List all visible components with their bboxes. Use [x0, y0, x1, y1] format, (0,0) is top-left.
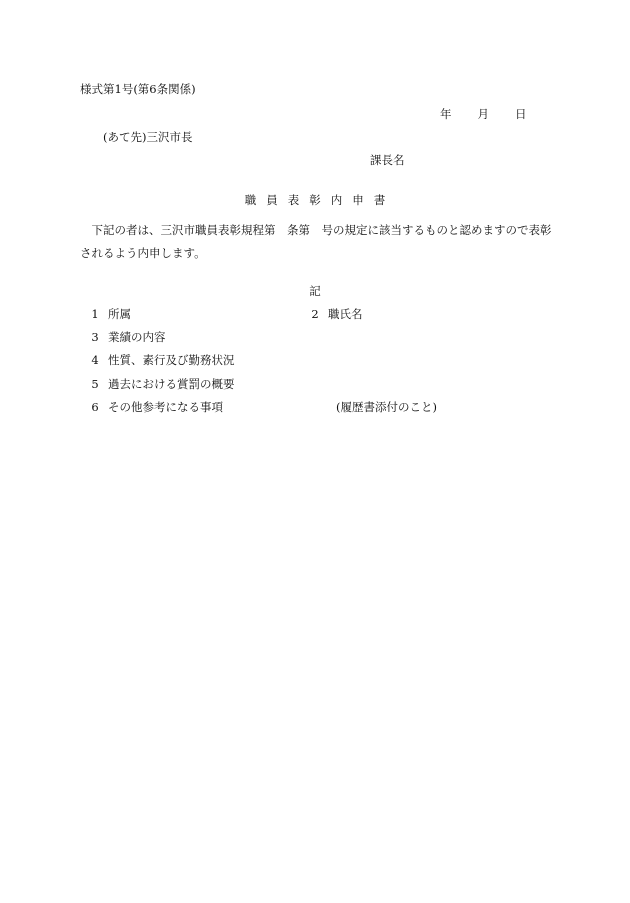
item-number: 6 — [91, 400, 99, 414]
title-char: 員 — [266, 193, 278, 207]
item-label: 性質、素行及び勤務状況 — [108, 353, 235, 367]
item-number: 2 — [311, 307, 319, 321]
item6-note: (履歴書添付のこと) — [336, 400, 437, 414]
title-char: 表 — [287, 193, 300, 207]
addressee: (あて先)三沢市長 — [103, 130, 193, 144]
list-item — [84, 379, 235, 391]
date-year: 年 — [440, 107, 452, 121]
item-number: 1 — [91, 307, 99, 321]
item-number: 3 — [91, 330, 99, 344]
item-label: 所属 — [108, 307, 131, 321]
form-label: 様式第1号(第6条関係) — [80, 82, 196, 96]
title-char: 書 — [373, 193, 386, 207]
list-item — [84, 332, 166, 344]
date-day: 日 — [515, 107, 527, 121]
list-item — [304, 309, 363, 321]
date-month: 月 — [477, 107, 489, 121]
item-label: 過去における賞罰の概要 — [108, 377, 235, 391]
item-label: 職氏名 — [328, 307, 363, 321]
sender-title: 課長名 — [370, 153, 405, 167]
title-char: 彰 — [309, 193, 321, 207]
ki-heading: 記 — [309, 284, 321, 298]
date-line — [440, 109, 527, 121]
list-item — [84, 402, 223, 414]
title-char: 申 — [352, 193, 364, 207]
document-title — [0, 195, 630, 207]
body-paragraph: 下記の者は、三沢市職員表彰規程第 条第 号の規定に該当するものと認めますので表彰されるよう内申します。 — [80, 223, 552, 260]
list-item — [84, 355, 235, 367]
item-label: 業績の内容 — [108, 330, 166, 344]
list-item — [84, 309, 131, 321]
item-label: その他参考になる事項 — [108, 400, 223, 414]
item-number: 5 — [91, 377, 99, 391]
title-char: 職 — [244, 193, 257, 207]
title-char: 内 — [330, 193, 343, 207]
item-number: 4 — [91, 353, 99, 367]
